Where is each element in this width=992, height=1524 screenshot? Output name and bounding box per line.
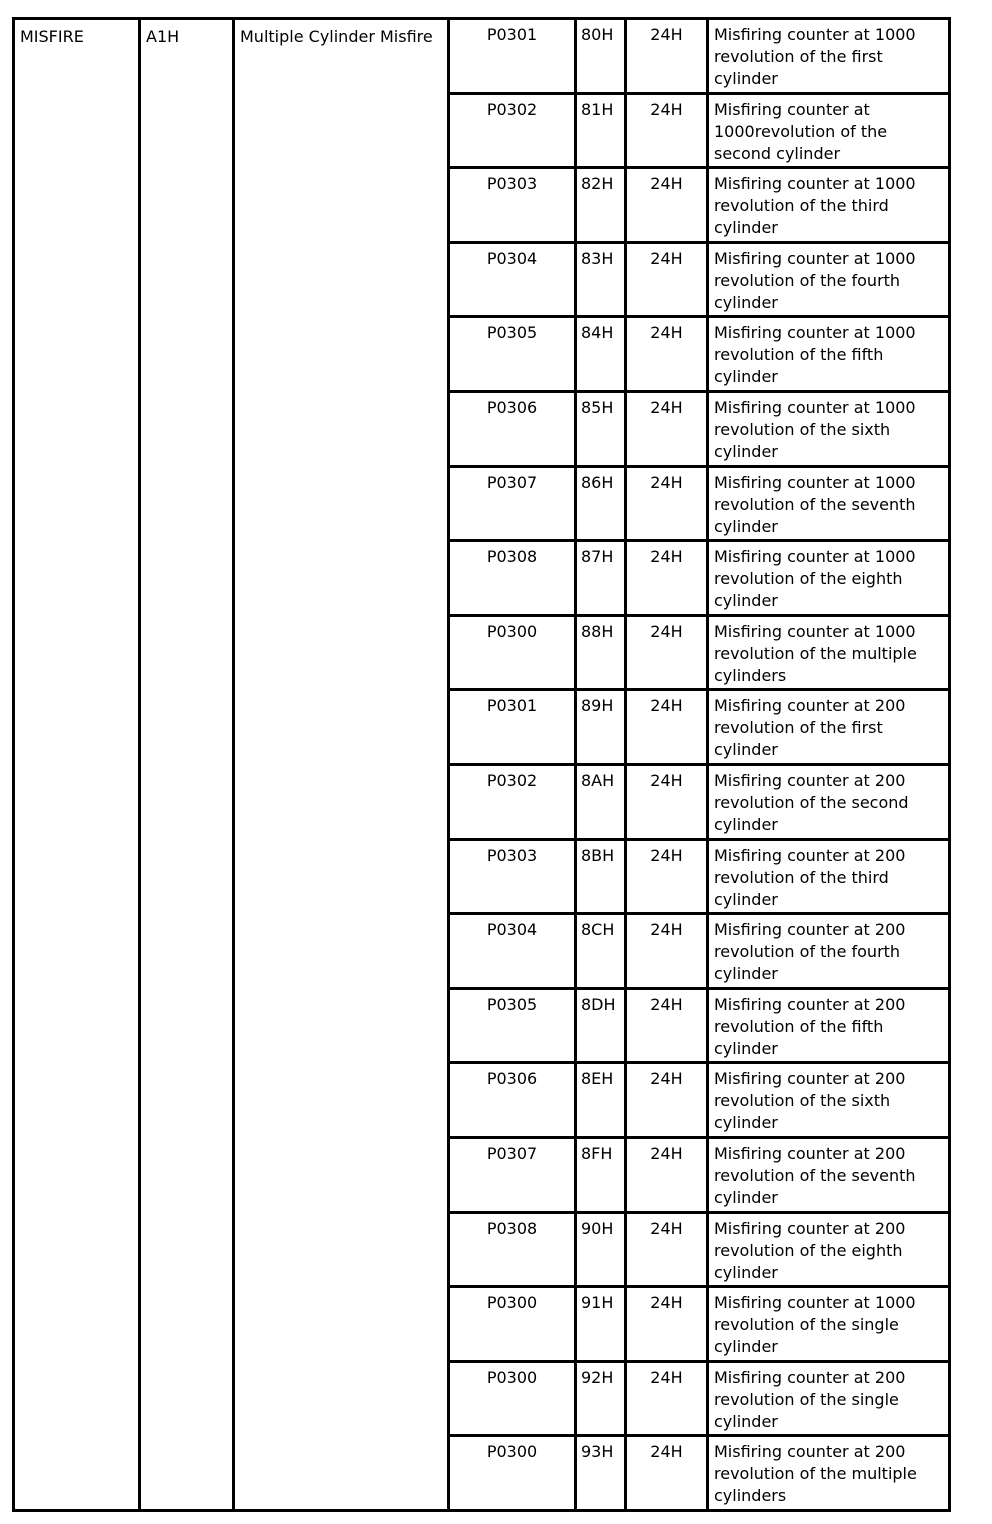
code-cell: 8AH bbox=[576, 764, 626, 839]
dtc-cell: P0300 bbox=[449, 1361, 576, 1436]
dtc-cell: P0305 bbox=[449, 988, 576, 1063]
description-cell: Misfiring counter at 1000 revolution of the sixth cylinder bbox=[708, 391, 950, 466]
type-cell: 24H bbox=[626, 466, 708, 541]
code-cell: 81H bbox=[576, 93, 626, 168]
misfire-table bbox=[12, 17, 951, 1512]
dtc-cell: P0306 bbox=[449, 391, 576, 466]
dtc-cell: P0301 bbox=[449, 690, 576, 765]
dtc-cell: P0308 bbox=[449, 1212, 576, 1287]
description-cell: Misfiring counter at 1000 revolution of the third cylinder bbox=[708, 168, 950, 243]
code-cell: 89H bbox=[576, 690, 626, 765]
type-cell: 24H bbox=[626, 914, 708, 989]
description-cell: Misfiring counter at 200 revolution of the eighth cylinder bbox=[708, 1212, 950, 1287]
type-cell: 24H bbox=[626, 1137, 708, 1212]
dtc-cell: P0300 bbox=[449, 1436, 576, 1511]
type-cell: 24H bbox=[626, 391, 708, 466]
code-cell: 80H bbox=[576, 19, 626, 94]
description-cell: Misfiring counter at 200 revolution of the first cylinder bbox=[708, 690, 950, 765]
code-cell: 84H bbox=[576, 317, 626, 392]
code-cell: 90H bbox=[576, 1212, 626, 1287]
type-cell: 24H bbox=[626, 242, 708, 317]
description-cell: Misfiring counter at 200 revolution of the fourth cylinder bbox=[708, 914, 950, 989]
code-cell: 82H bbox=[576, 168, 626, 243]
dtc-cell: P0307 bbox=[449, 1137, 576, 1212]
type-cell: 24H bbox=[626, 19, 708, 94]
type-cell: 24H bbox=[626, 1063, 708, 1138]
type-cell: 24H bbox=[626, 839, 708, 914]
group-name-cell: MISFIRE bbox=[14, 19, 140, 1511]
code-cell: 83H bbox=[576, 242, 626, 317]
dtc-cell: P0303 bbox=[449, 839, 576, 914]
description-cell: Misfiring counter at 1000 revolution of the fifth cylinder bbox=[708, 317, 950, 392]
code-cell: 93H bbox=[576, 1436, 626, 1511]
description-cell: Misfiring counter at 1000 revolution of the fourth cylinder bbox=[708, 242, 950, 317]
code-cell: 87H bbox=[576, 541, 626, 616]
type-cell: 24H bbox=[626, 988, 708, 1063]
code-cell: 88H bbox=[576, 615, 626, 690]
dtc-cell: P0303 bbox=[449, 168, 576, 243]
code-cell: 85H bbox=[576, 391, 626, 466]
dtc-cell: P0302 bbox=[449, 93, 576, 168]
description-cell: Misfiring counter at 200 revolution of the sixth cylinder bbox=[708, 1063, 950, 1138]
dtc-cell: P0305 bbox=[449, 317, 576, 392]
code-cell: 8BH bbox=[576, 839, 626, 914]
dtc-cell: P0302 bbox=[449, 764, 576, 839]
table-body bbox=[14, 19, 950, 1511]
code-cell: 86H bbox=[576, 466, 626, 541]
type-cell: 24H bbox=[626, 690, 708, 765]
dtc-cell: P0301 bbox=[449, 19, 576, 94]
description-cell: Misfiring counter at 200 revolution of the single cylinder bbox=[708, 1361, 950, 1436]
group-description-cell: Multiple Cylinder Misfire bbox=[234, 19, 449, 1511]
description-cell: Misfiring counter at 200 revolution of the multiple cylinders bbox=[708, 1436, 950, 1511]
description-cell: Misfiring counter at 1000 revolution of the eighth cylinder bbox=[708, 541, 950, 616]
code-cell: 92H bbox=[576, 1361, 626, 1436]
type-cell: 24H bbox=[626, 317, 708, 392]
dtc-cell: P0304 bbox=[449, 242, 576, 317]
description-cell: Misfiring counter at 1000 revolution of the first cylinder bbox=[708, 19, 950, 94]
code-cell: 8DH bbox=[576, 988, 626, 1063]
description-cell: Misfiring counter at 1000 revolution of the multiple cylinders bbox=[708, 615, 950, 690]
type-cell: 24H bbox=[626, 764, 708, 839]
dtc-cell: P0300 bbox=[449, 1287, 576, 1362]
type-cell: 24H bbox=[626, 93, 708, 168]
dtc-cell: P0304 bbox=[449, 914, 576, 989]
dtc-cell: P0306 bbox=[449, 1063, 576, 1138]
table-row bbox=[14, 19, 950, 94]
dtc-cell: P0307 bbox=[449, 466, 576, 541]
type-cell: 24H bbox=[626, 1436, 708, 1511]
type-cell: 24H bbox=[626, 1361, 708, 1436]
description-cell: Misfiring counter at 200 revolution of the fifth cylinder bbox=[708, 988, 950, 1063]
code-cell: 8FH bbox=[576, 1137, 626, 1212]
description-cell: Misfiring counter at 1000 revolution of the seventh cylinder bbox=[708, 466, 950, 541]
code-cell: 91H bbox=[576, 1287, 626, 1362]
code-cell: 8CH bbox=[576, 914, 626, 989]
type-cell: 24H bbox=[626, 168, 708, 243]
dtc-cell: P0308 bbox=[449, 541, 576, 616]
type-cell: 24H bbox=[626, 541, 708, 616]
dtc-cell: P0300 bbox=[449, 615, 576, 690]
description-cell: Misfiring counter at 200 revolution of the third cylinder bbox=[708, 839, 950, 914]
code-cell: 8EH bbox=[576, 1063, 626, 1138]
group-id-cell: A1H bbox=[140, 19, 234, 1511]
type-cell: 24H bbox=[626, 1212, 708, 1287]
type-cell: 24H bbox=[626, 1287, 708, 1362]
description-cell: Misfiring counter at 1000 revolution of the single cylinder bbox=[708, 1287, 950, 1362]
description-cell: Misfiring counter at 200 revolution of the second cylinder bbox=[708, 764, 950, 839]
description-cell: Misfiring counter at 1000revolution of the second cylinder bbox=[708, 93, 950, 168]
description-cell: Misfiring counter at 200 revolution of the seventh cylinder bbox=[708, 1137, 950, 1212]
type-cell: 24H bbox=[626, 615, 708, 690]
